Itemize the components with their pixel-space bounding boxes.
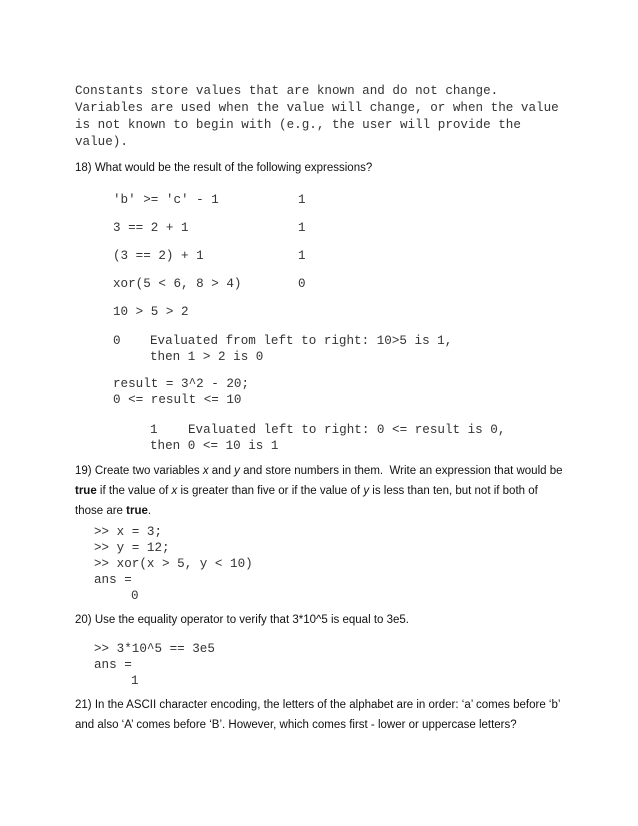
code-line: >> x = 3; <box>94 525 163 539</box>
code-line: ans = <box>94 658 132 672</box>
answer-value: 0 <box>131 589 139 603</box>
variable-name: x <box>202 465 209 477</box>
code-line: result = 3^2 - 20; <box>113 377 250 391</box>
text-run: those are <box>75 505 127 517</box>
explanation: Evaluated left to right: 0 <= result is 0, <box>188 423 506 437</box>
code-line: >> xor(x > 5, y < 10) <box>94 557 253 571</box>
question-20: 20) Use the equality operator to verify that 3*10^5 is equal to 3e5. <box>75 614 409 626</box>
question-19-line <box>75 485 538 497</box>
explanation: Evaluated from left to right: 10>5 is 1, <box>150 334 453 348</box>
expression-result: 1 <box>150 423 158 437</box>
code-line: >> 3*10^5 == 3e5 <box>94 642 215 656</box>
expression: 'b' >= 'c' - 1 <box>113 193 219 207</box>
expression-result: 0 <box>113 334 121 348</box>
question-19-line <box>75 505 151 517</box>
text-run: is greater than five or if the value of <box>177 485 364 497</box>
intro-line: is not known to begin with (e.g., the user will provide the <box>75 118 521 132</box>
bold-keyword: true <box>126 505 148 517</box>
expression-result: 1 <box>298 193 306 207</box>
text-run: is less than ten, but not if both of <box>369 485 538 497</box>
bold-keyword: true <box>75 485 97 497</box>
text-run: . <box>147 505 152 517</box>
answer-value: 1 <box>131 674 139 688</box>
question-21-line: 21) In the ASCII character encoding, the letters of the alphabet are in order: ‘a’ comes before ‘b’ <box>75 699 561 711</box>
intro-line: Constants store values that are known and do not change. <box>75 84 499 98</box>
expression-result: 1 <box>298 249 306 263</box>
explanation: then 1 > 2 is 0 <box>150 350 264 364</box>
text-run: and store numbers in them. Write an expression that would be <box>239 465 563 477</box>
variable-name: y <box>234 465 240 477</box>
variable-name: y <box>363 485 370 497</box>
expression: 10 > 5 > 2 <box>113 305 189 319</box>
variable-name: x <box>171 485 178 497</box>
text-run: and <box>208 465 235 477</box>
explanation: then 0 <= 10 is 1 <box>150 439 279 453</box>
code-line: 0 <= result <= 10 <box>113 393 242 407</box>
code-line: ans = <box>94 573 132 587</box>
expression-result: 0 <box>298 277 306 291</box>
expression-result: 1 <box>298 221 306 235</box>
text-run: if the value of <box>96 485 172 497</box>
code-line: >> y = 12; <box>94 541 170 555</box>
expression: (3 == 2) + 1 <box>113 249 204 263</box>
expression: xor(5 < 6, 8 > 4) <box>113 277 242 291</box>
intro-line: value). <box>75 135 128 149</box>
question-21-line: and also ‘A’ comes before ‘B’. However, which comes first - lower or uppercase letters? <box>75 719 517 731</box>
expression: 3 == 2 + 1 <box>113 221 189 235</box>
question-19-line <box>75 465 563 477</box>
question-18: 18) What would be the result of the following expressions? <box>75 162 373 174</box>
intro-line: Variables are used when the value will change, or when the value <box>75 101 559 115</box>
text-run: 19) Create two variables <box>75 465 203 477</box>
